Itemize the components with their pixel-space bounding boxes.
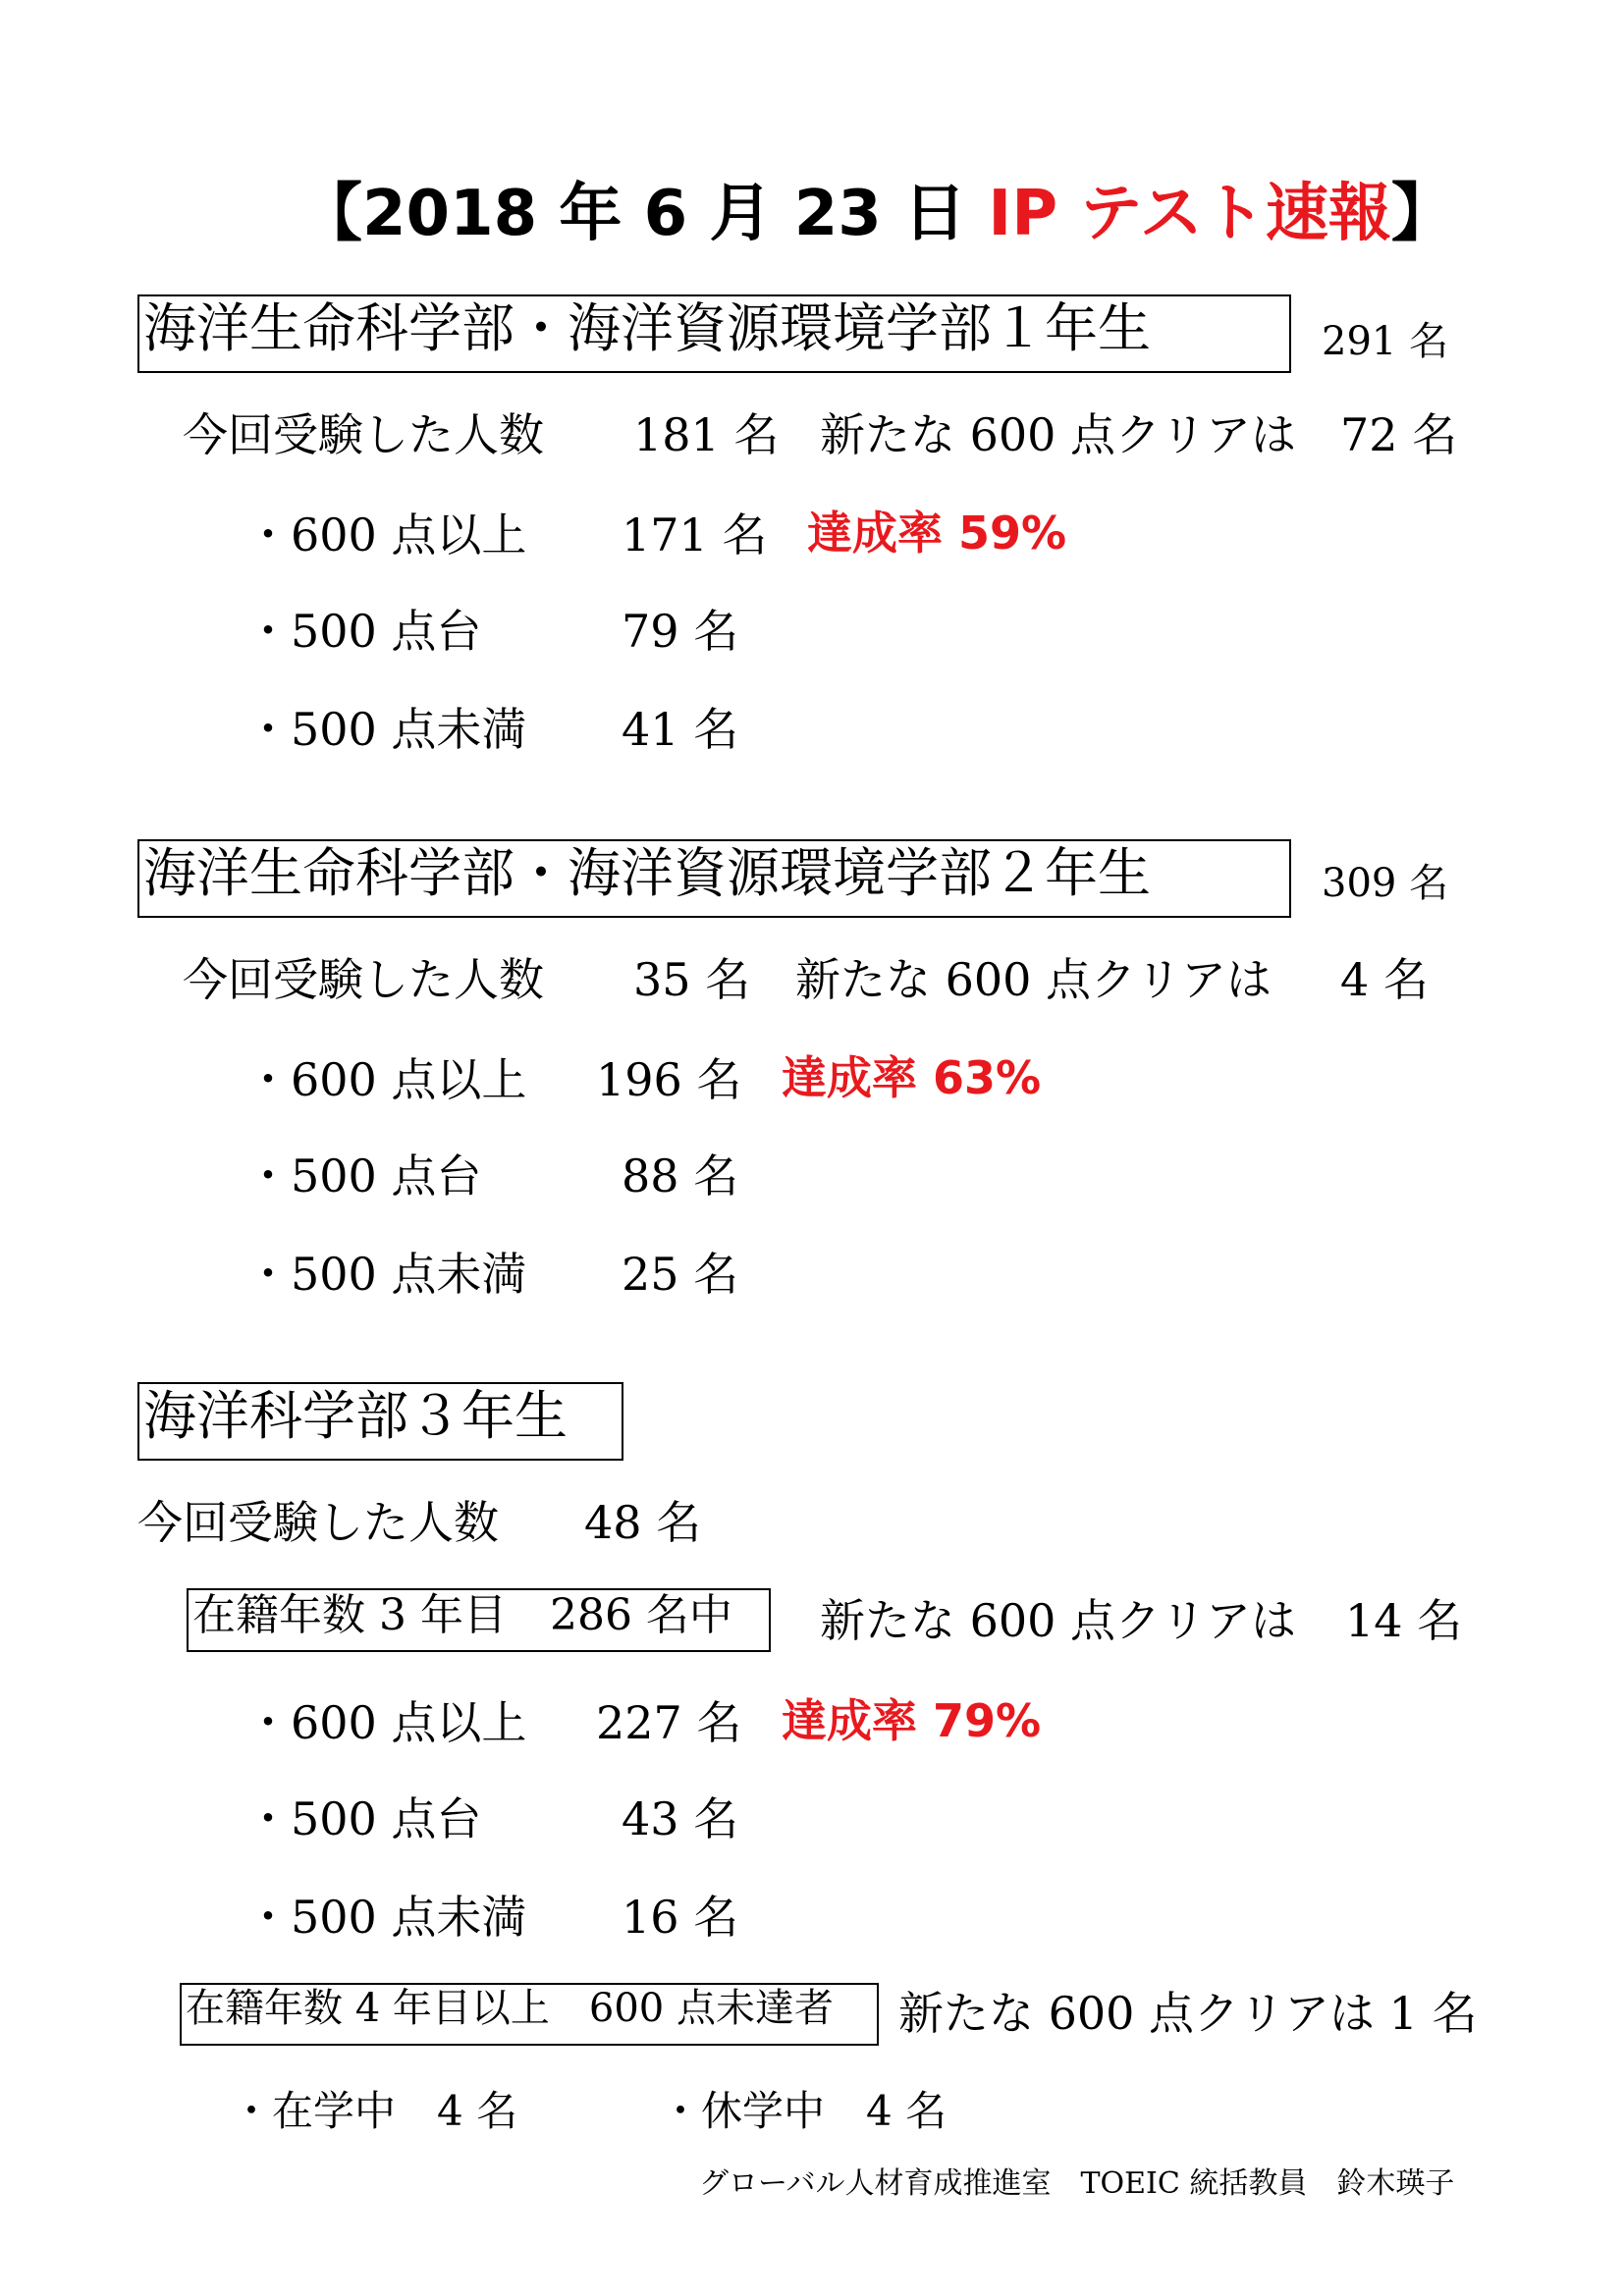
section1-row1-value: 171 名 — [622, 508, 768, 561]
title-open-bracket: 【 — [299, 178, 362, 250]
section2-new-clear-label: 新たな 600 点クリアは — [795, 953, 1272, 1006]
section3-row2-label: ・500 点台 — [245, 1792, 482, 1845]
section1-rate: 達成率 59% — [807, 507, 1067, 560]
section3-enrolled-box: 在籍年数 3 年目 286 名中 — [187, 1588, 771, 1652]
section2-row3-label: ・500 点未満 — [245, 1248, 527, 1301]
section3-row3-label: ・500 点未満 — [245, 1891, 527, 1944]
section3-in-school: ・在学中 4 名 — [231, 2087, 518, 2135]
section2-row1-value: 196 名 — [596, 1053, 742, 1106]
section3-senior-clear: 新たな 600 点クリアは 1 名 — [898, 1987, 1478, 2040]
section2-rate: 達成率 63% — [782, 1051, 1042, 1104]
section3-row2-value: 43 名 — [622, 1792, 739, 1845]
section1-total: 291 名 — [1322, 319, 1449, 364]
section3-rate: 達成率 79% — [782, 1694, 1042, 1747]
section1-new-clear-label: 新たな 600 点クリアは — [820, 408, 1297, 461]
section2-examinees: 35 名 — [633, 953, 751, 1006]
title-close-bracket: 】 — [1390, 178, 1454, 250]
section3-row1-value: 227 名 — [596, 1696, 742, 1749]
section3-examinees: 48 名 — [584, 1496, 702, 1549]
footer-credit: グローバル人材育成推進室 TOEIC 統括教員 鈴木瑛子 — [699, 2166, 1455, 2201]
section3-header: 海洋科学部３年生 — [137, 1382, 623, 1461]
section3-new-clear-label: 新たな 600 点クリアは — [820, 1594, 1297, 1647]
section1-row3-value: 41 名 — [622, 703, 739, 756]
section1-row1-label: ・600 点以上 — [245, 508, 527, 561]
section1-header: 海洋生命科学部・海洋資源環境学部１年生 — [137, 294, 1291, 373]
section1-row2-value: 79 名 — [622, 605, 739, 658]
section2-row1-label: ・600 点以上 — [245, 1053, 527, 1106]
section1-row2-label: ・500 点台 — [245, 605, 482, 658]
section2-row3-value: 25 名 — [622, 1248, 739, 1301]
section2-row2-value: 88 名 — [622, 1149, 739, 1202]
section1-row3-label: ・500 点未満 — [245, 703, 527, 756]
section3-on-leave: ・休学中 4 名 — [660, 2087, 947, 2135]
section1-examinees-label: 今回受験した人数 — [183, 408, 544, 461]
section3-examinees-label: 今回受験した人数 — [137, 1496, 499, 1549]
section2-new-clear: 4 名 — [1340, 953, 1429, 1006]
section2-row2-label: ・500 点台 — [245, 1149, 482, 1202]
page-title — [299, 178, 1454, 250]
section1-examinees: 181 名 — [633, 408, 780, 461]
section2-total: 309 名 — [1322, 861, 1449, 906]
title-highlight: IP テスト速報 — [988, 178, 1391, 250]
section1-new-clear: 72 名 — [1340, 408, 1458, 461]
section3-senior-box: 在籍年数 4 年目以上 600 点未達者 — [180, 1983, 879, 2046]
section2-header: 海洋生命科学部・海洋資源環境学部２年生 — [137, 839, 1291, 918]
section2-examinees-label: 今回受験した人数 — [183, 953, 544, 1006]
title-date: 2018 年 6 月 23 日 — [362, 178, 967, 250]
section3-new-clear: 14 名 — [1345, 1594, 1463, 1647]
section3-row3-value: 16 名 — [622, 1891, 739, 1944]
section3-row1-label: ・600 点以上 — [245, 1696, 527, 1749]
